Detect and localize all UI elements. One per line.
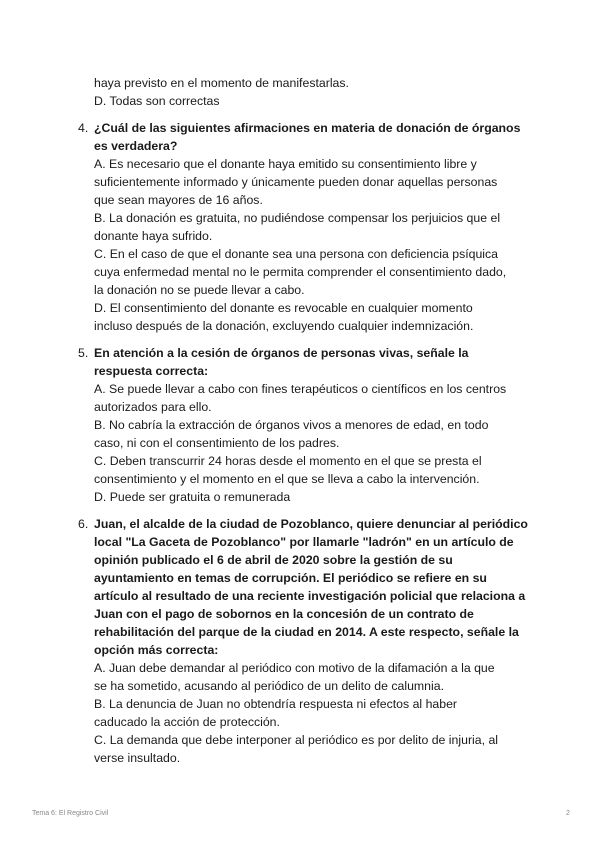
question-number: 4. bbox=[78, 121, 89, 135]
option-line: C. Deben transcurrir 24 horas desde el momento en el que se presta el bbox=[94, 454, 482, 468]
option-line: caducado la acción de protección. bbox=[94, 715, 280, 729]
option-line: A. Es necesario que el donante haya emitido su consentimiento libre y bbox=[94, 157, 477, 171]
option-line: A. Juan debe demandar al periódico con motivo de la difamación a la que bbox=[94, 661, 495, 675]
continuation-block bbox=[94, 74, 530, 110]
option-line: A. Se puede llevar a cabo con fines terapéuticos o científicos en los centros bbox=[94, 382, 507, 396]
question-text bbox=[94, 119, 530, 155]
text-line: D. Todas son correctas bbox=[94, 94, 220, 108]
page-content bbox=[78, 74, 530, 767]
footer-title: Tema 6: El Registro Civil bbox=[32, 810, 109, 817]
question-number: 6. bbox=[78, 517, 89, 531]
question-line: ayuntamiento en temas de corrupción. El periódico se refiere en su bbox=[94, 571, 487, 585]
option-line: incluso después de la donación, excluyendo cualquier indemnización. bbox=[94, 319, 474, 333]
option-line: consentimiento y el momento en el que se lleva a cabo la intervención. bbox=[94, 472, 480, 486]
option-line: cuya enfermedad mental no le permita comprender el consentimiento dado, bbox=[94, 265, 507, 279]
options bbox=[94, 659, 530, 767]
question-6 bbox=[78, 515, 530, 767]
option-line: se ha sometido, acusando al periódico de un delito de calumnia. bbox=[94, 679, 445, 693]
question-line: ¿Cuál de las siguientes afirmaciones en materia de donación de órganos bbox=[94, 121, 521, 135]
option-line: D. El consentimiento del donante es revocable en cualquier momento bbox=[94, 301, 473, 315]
options bbox=[94, 380, 530, 506]
question-line: Juan, el alcalde de la ciudad de Pozoblanco, quiere denunciar al periódico bbox=[94, 517, 528, 531]
option-line: B. No cabría la extracción de órganos vivos a menores de edad, en todo bbox=[94, 418, 489, 432]
option-line: C. La demanda que debe interponer al periódico es por delito de injuria, al bbox=[94, 733, 499, 747]
option-line: B. La denuncia de Juan no obtendría respuesta ni efectos al haber bbox=[94, 697, 458, 711]
option-line: D. Puede ser gratuita o remunerada bbox=[94, 490, 291, 504]
question-line: opción más correcta: bbox=[94, 643, 219, 657]
options bbox=[94, 155, 530, 335]
option-line: autorizados para ello. bbox=[94, 400, 212, 414]
question-text bbox=[94, 515, 530, 659]
question-line: En atención a la cesión de órganos de personas vivas, señale la bbox=[94, 346, 469, 360]
option-line: la donación no se puede llevar a cabo. bbox=[94, 283, 305, 297]
question-number: 5. bbox=[78, 346, 89, 360]
question-5 bbox=[78, 344, 530, 506]
question-line: local "La Gaceta de Pozoblanco" por llamarle "ladrón" en un artículo de bbox=[94, 535, 514, 549]
question-4 bbox=[78, 119, 530, 335]
option-line: C. En el caso de que el donante sea una persona con deficiencia psíquica bbox=[94, 247, 499, 261]
option-line: verse insultado. bbox=[94, 751, 181, 765]
question-line: opinión publicado el 6 de abril de 2020 sobre la gestión de su bbox=[94, 553, 453, 567]
page-number: 2 bbox=[566, 810, 570, 817]
question-text bbox=[94, 344, 530, 380]
text-line: haya previsto en el momento de manifestarlas. bbox=[94, 76, 349, 90]
question-line: respuesta correcta: bbox=[94, 364, 209, 378]
question-line: artículo al resultado de una reciente investigación policial que relaciona a bbox=[94, 589, 526, 603]
option-line: que sean mayores de 16 años. bbox=[94, 193, 263, 207]
question-line: es verdadera? bbox=[94, 139, 178, 153]
option-line: donante haya sufrido. bbox=[94, 229, 213, 243]
option-line: suficientemente informado y únicamente pueden donar aquellas personas bbox=[94, 175, 498, 189]
question-line: Juan con el pago de sobornos en la concesión de un contrato de bbox=[94, 607, 474, 621]
option-line: caso, ni con el consentimiento de los padres. bbox=[94, 436, 340, 450]
question-line: rehabilitación del parque de la ciudad en 2014. A este respecto, señale la bbox=[94, 625, 519, 639]
option-line: B. La donación es gratuita, no pudiéndose compensar los perjuicios que el bbox=[94, 211, 501, 225]
